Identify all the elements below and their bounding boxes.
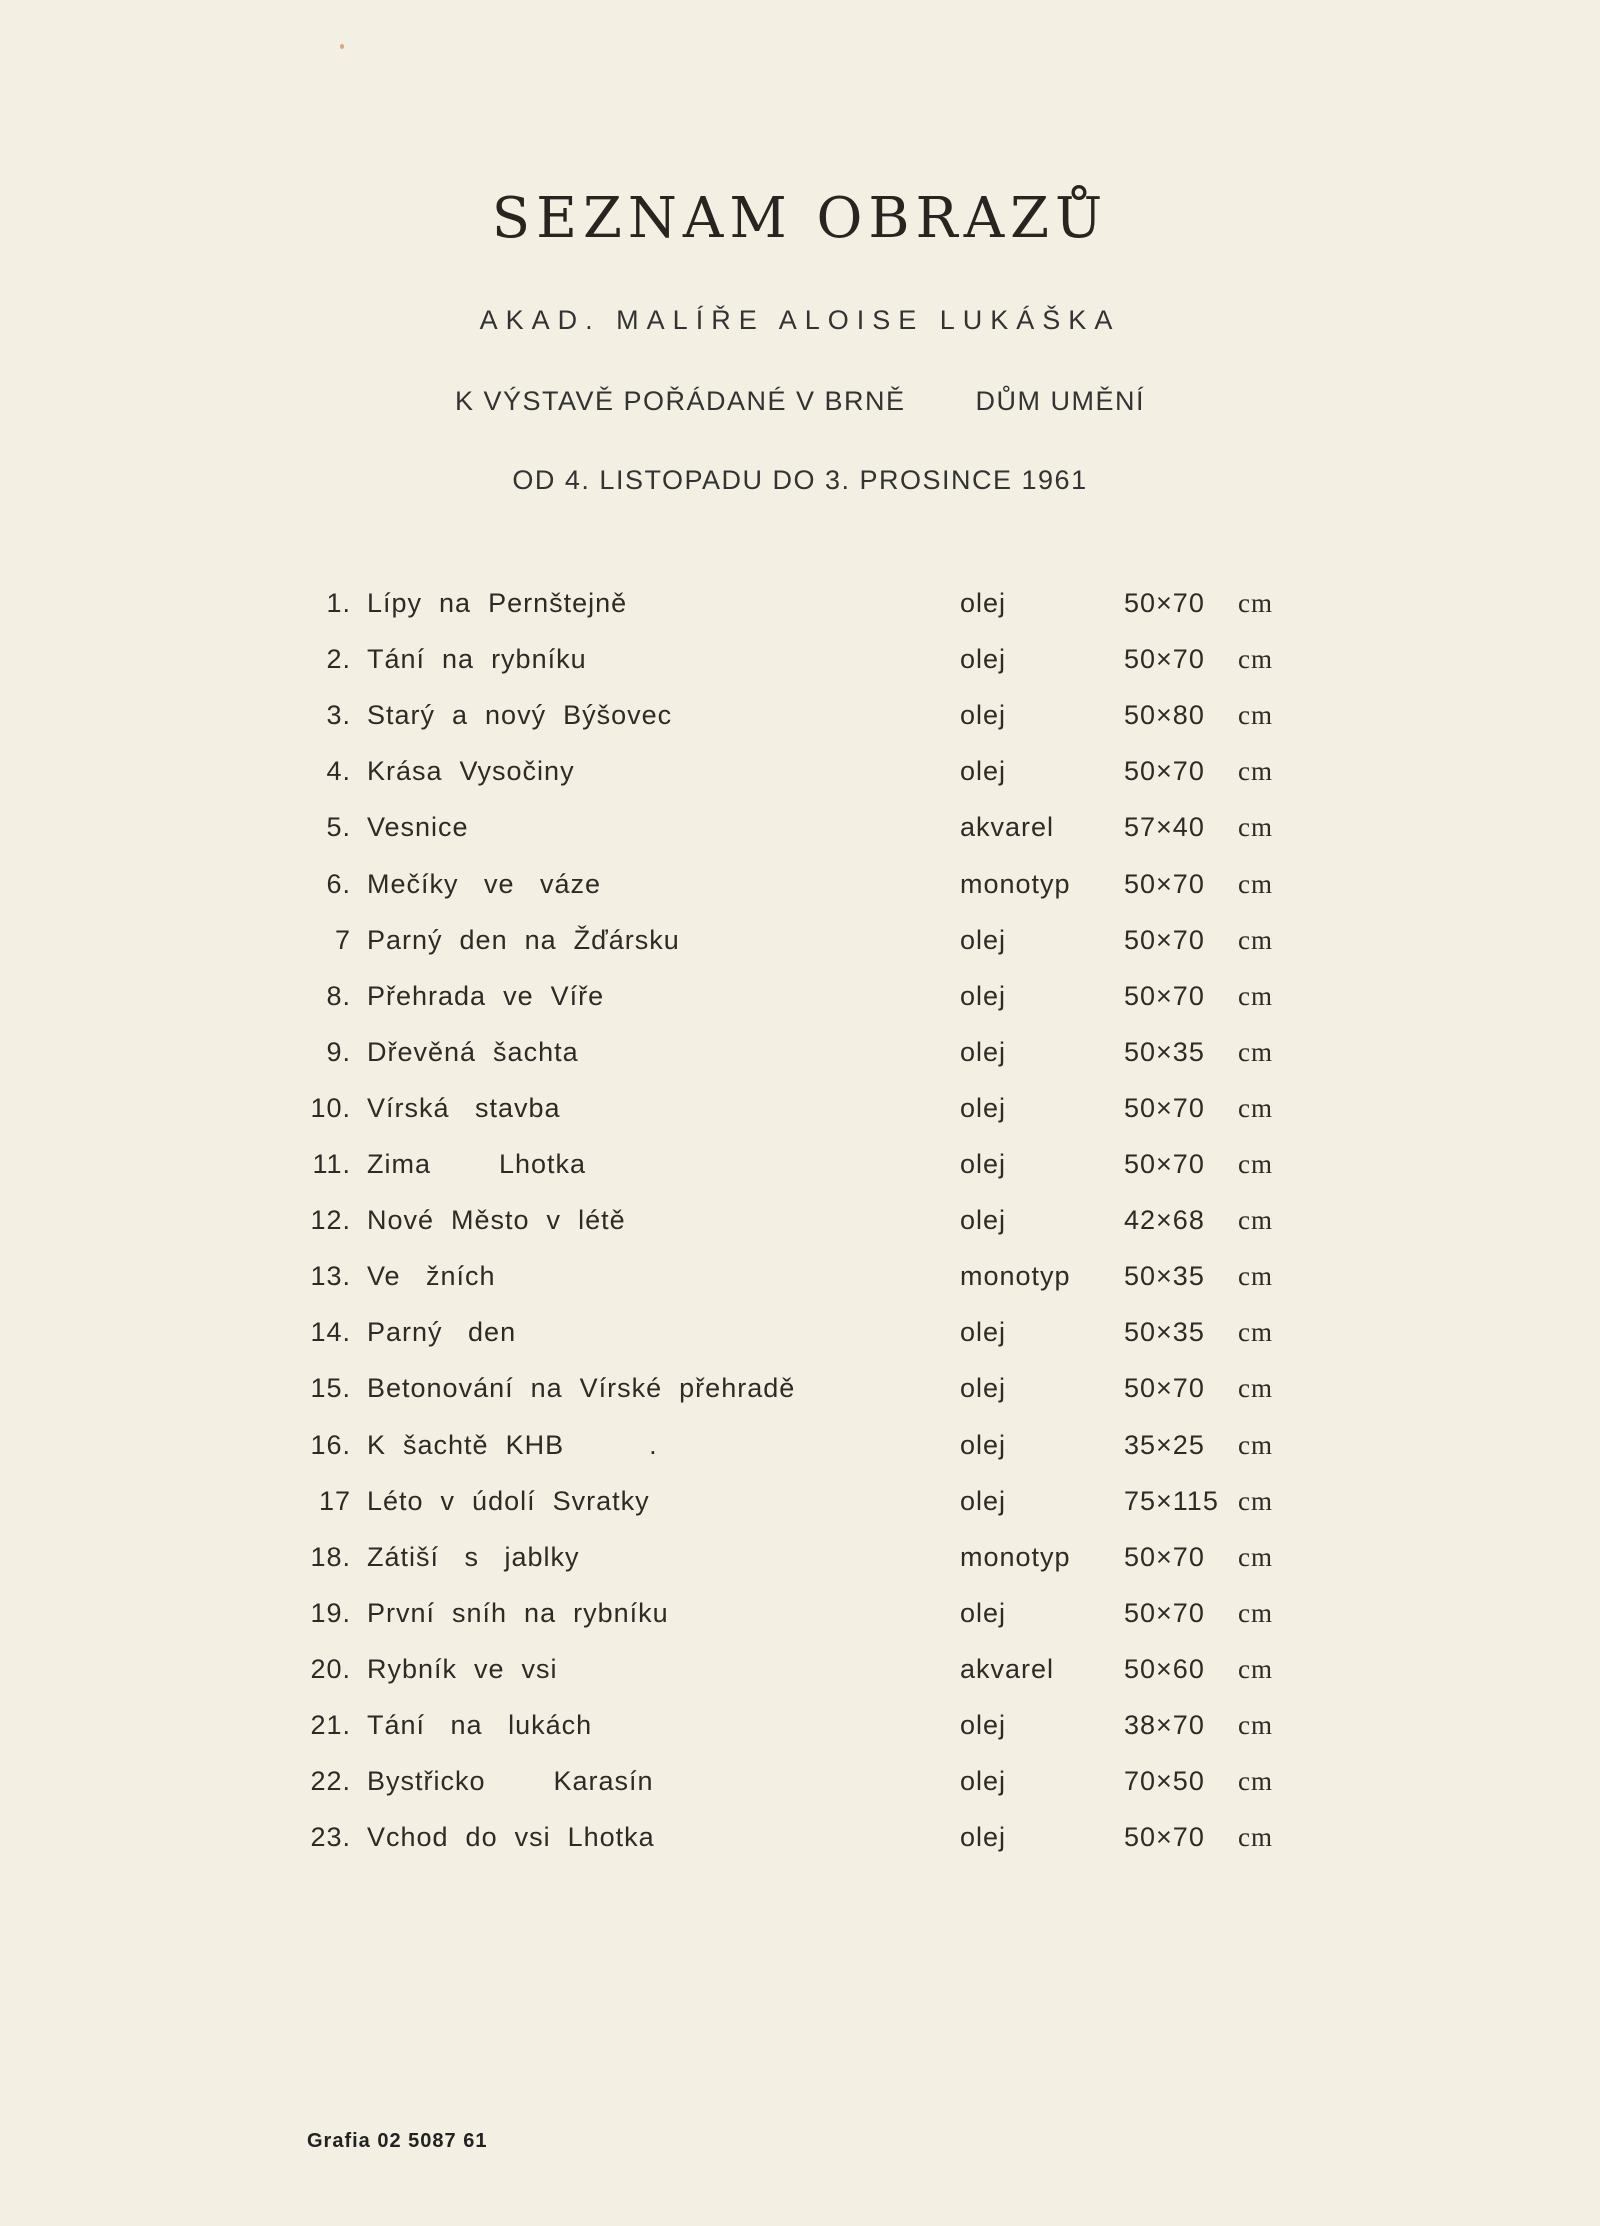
painting-title: Starý a nový Býšovec bbox=[367, 700, 673, 731]
exhibition-line bbox=[0, 386, 1600, 417]
painting-number: 19. bbox=[310, 1597, 351, 1628]
painting-size: 50×80 bbox=[1124, 700, 1205, 731]
painting-title: Vírská stavba bbox=[367, 1092, 561, 1123]
painting-size: 50×70 bbox=[1124, 980, 1205, 1011]
painting-number: 17 bbox=[318, 1485, 351, 1516]
painting-title: Vesnice bbox=[367, 812, 469, 843]
painting-unit: cm bbox=[1238, 1149, 1273, 1179]
painting-medium: olej bbox=[960, 588, 1007, 618]
painting-title: Zátiší s jablky bbox=[367, 1541, 580, 1572]
painting-medium: monotyp bbox=[960, 1541, 1071, 1572]
painting-row bbox=[0, 700, 1600, 740]
painting-size: 50×70 bbox=[1124, 756, 1205, 787]
painting-unit: cm bbox=[1238, 1261, 1273, 1292]
painting-unit: cm bbox=[1238, 1597, 1273, 1628]
painting-row bbox=[0, 925, 1600, 965]
painting-medium: olej bbox=[960, 1373, 1007, 1404]
painting-number: 10. bbox=[310, 1092, 351, 1123]
painting-number: 14. bbox=[310, 1317, 351, 1348]
painting-number: 9. bbox=[326, 1036, 351, 1067]
venue-text: DŮM UMĚNÍ bbox=[975, 386, 1146, 416]
painting-row bbox=[0, 812, 1600, 852]
painting-unit: cm bbox=[1238, 1205, 1273, 1236]
painting-medium: olej bbox=[960, 644, 1007, 675]
painting-row bbox=[0, 1373, 1600, 1413]
painting-number: 12. bbox=[310, 1205, 351, 1236]
exhibition-text: K VÝSTAVĚ POŘÁDANÉ V BRNĚ bbox=[454, 386, 906, 416]
painting-medium: olej bbox=[960, 1766, 1007, 1797]
painting-size: 75×115 bbox=[1124, 1485, 1219, 1516]
painting-title: Tání na lukách bbox=[367, 1710, 593, 1740]
painting-number: 5. bbox=[326, 812, 351, 843]
painting-size: 50×70 bbox=[1124, 1597, 1205, 1628]
painting-size: 50×70 bbox=[1124, 1149, 1205, 1179]
painting-number: 20. bbox=[310, 1653, 351, 1684]
painting-unit: cm bbox=[1238, 980, 1273, 1011]
painting-row bbox=[0, 869, 1600, 909]
painting-medium: olej bbox=[960, 1429, 1007, 1460]
painting-title: Parný den bbox=[367, 1317, 517, 1348]
painting-number: 1. bbox=[326, 588, 351, 618]
painting-title: Mečíky ve váze bbox=[367, 868, 602, 899]
painting-medium: olej bbox=[960, 700, 1007, 731]
painting-medium: olej bbox=[960, 756, 1007, 787]
painting-size: 42×68 bbox=[1124, 1205, 1205, 1236]
printer-imprint: Grafia 02 5087 61 bbox=[307, 2130, 488, 2152]
painting-size: 35×25 bbox=[1124, 1429, 1205, 1460]
painting-number: 13. bbox=[310, 1261, 351, 1292]
painting-number: 15. bbox=[310, 1373, 351, 1404]
painting-medium: olej bbox=[960, 1036, 1007, 1067]
painting-row bbox=[0, 644, 1600, 684]
painting-title: Přehrada ve Víře bbox=[367, 980, 605, 1011]
painting-row bbox=[0, 1710, 1600, 1750]
dates-line: OD 4. LISTOPADU DO 3. PROSINCE 1961 bbox=[512, 465, 1088, 495]
painting-number: 7 bbox=[334, 924, 351, 955]
page-title: SEZNAM OBRAZŮ bbox=[491, 186, 1109, 251]
painting-medium: monotyp bbox=[960, 1261, 1071, 1292]
painting-size: 70×50 bbox=[1124, 1766, 1205, 1797]
painting-row bbox=[0, 981, 1600, 1021]
painting-unit: cm bbox=[1238, 1822, 1273, 1853]
painting-medium: monotyp bbox=[960, 868, 1071, 899]
painting-row bbox=[0, 1317, 1600, 1357]
painting-medium: olej bbox=[960, 1822, 1007, 1853]
painting-row bbox=[0, 1598, 1600, 1638]
painting-size: 50×70 bbox=[1124, 644, 1205, 675]
painting-row bbox=[0, 1261, 1600, 1301]
painting-number: 3. bbox=[326, 700, 351, 731]
painting-title: Vchod do vsi Lhotka bbox=[367, 1822, 655, 1853]
painting-size: 50×35 bbox=[1124, 1036, 1205, 1067]
painting-unit: cm bbox=[1238, 868, 1273, 899]
painting-number: 23. bbox=[310, 1822, 351, 1853]
painting-medium: olej bbox=[960, 924, 1007, 955]
painting-medium: olej bbox=[960, 1597, 1007, 1628]
painting-size: 50×70 bbox=[1124, 1092, 1205, 1123]
painting-unit: cm bbox=[1238, 1710, 1273, 1740]
painting-row bbox=[0, 1093, 1600, 1133]
painting-unit: cm bbox=[1238, 1317, 1273, 1348]
painting-size: 50×70 bbox=[1124, 868, 1205, 899]
painting-size: 50×70 bbox=[1124, 1373, 1205, 1404]
painting-title: Ve žních bbox=[367, 1261, 496, 1292]
painting-medium: olej bbox=[960, 1092, 1007, 1123]
painting-medium: akvarel bbox=[960, 812, 1055, 843]
painting-medium: olej bbox=[960, 1485, 1007, 1516]
painting-unit: cm bbox=[1238, 812, 1273, 843]
painting-size: 38×70 bbox=[1124, 1710, 1205, 1740]
painting-number: 18. bbox=[310, 1541, 351, 1572]
painting-title: K šachtě KHB . bbox=[367, 1429, 658, 1460]
painting-title: Lípy na Pernštejně bbox=[367, 588, 628, 618]
painting-row bbox=[0, 756, 1600, 796]
painting-unit: cm bbox=[1238, 1373, 1273, 1404]
painting-unit: cm bbox=[1238, 924, 1273, 955]
painting-row bbox=[0, 1149, 1600, 1189]
painting-title: První sníh na rybníku bbox=[367, 1597, 669, 1628]
painting-unit: cm bbox=[1238, 588, 1273, 618]
painting-size: 57×40 bbox=[1124, 812, 1205, 843]
painting-medium: olej bbox=[960, 1205, 1007, 1236]
painting-size: 50×70 bbox=[1124, 1822, 1205, 1853]
painting-unit: cm bbox=[1238, 1092, 1273, 1123]
painting-row bbox=[0, 1822, 1600, 1862]
painting-unit: cm bbox=[1238, 1485, 1273, 1516]
painting-title: Tání na rybníku bbox=[367, 644, 587, 675]
painting-medium: olej bbox=[960, 980, 1007, 1011]
painting-row bbox=[0, 588, 1600, 628]
painting-size: 50×70 bbox=[1124, 924, 1205, 955]
painting-medium: olej bbox=[960, 1710, 1007, 1740]
painting-size: 50×35 bbox=[1124, 1317, 1205, 1348]
painting-title: Parný den na Žďársku bbox=[367, 924, 680, 955]
painting-medium: olej bbox=[960, 1317, 1007, 1348]
painting-unit: cm bbox=[1238, 756, 1273, 787]
painting-size: 50×70 bbox=[1124, 1541, 1205, 1572]
painting-row bbox=[0, 1486, 1600, 1526]
painting-row bbox=[0, 1430, 1600, 1470]
painting-number: 11. bbox=[312, 1149, 351, 1179]
painting-unit: cm bbox=[1238, 1766, 1273, 1797]
painting-number: 16. bbox=[310, 1429, 351, 1460]
painting-title: Rybník ve vsi bbox=[367, 1653, 558, 1684]
painting-medium: akvarel bbox=[960, 1653, 1055, 1684]
painting-size: 50×60 bbox=[1124, 1653, 1205, 1684]
painting-title: Léto v údolí Svratky bbox=[367, 1485, 650, 1516]
painting-row bbox=[0, 1205, 1600, 1245]
painting-unit: cm bbox=[1238, 1653, 1273, 1684]
painting-number: 2. bbox=[326, 644, 351, 675]
painting-medium: olej bbox=[960, 1149, 1007, 1179]
artist-line: AKAD. MALÍŘE ALOISE LUKÁŠKA bbox=[479, 305, 1121, 335]
painting-unit: cm bbox=[1238, 1036, 1273, 1067]
painting-title: Krása Vysočiny bbox=[367, 756, 575, 787]
painting-number: 22. bbox=[310, 1766, 351, 1797]
painting-row bbox=[0, 1654, 1600, 1694]
painting-unit: cm bbox=[1238, 700, 1273, 731]
painting-number: 6. bbox=[326, 868, 351, 899]
painting-title: Nové Město v létě bbox=[367, 1205, 626, 1236]
painting-row bbox=[0, 1542, 1600, 1582]
painting-unit: cm bbox=[1238, 644, 1273, 675]
painting-number: 4. bbox=[326, 756, 351, 787]
painting-size: 50×35 bbox=[1124, 1261, 1205, 1292]
painting-row bbox=[0, 1766, 1600, 1806]
painting-number: 8. bbox=[326, 980, 351, 1011]
painting-row bbox=[0, 1037, 1600, 1077]
painting-number: 21. bbox=[310, 1710, 351, 1740]
painting-size: 50×70 bbox=[1124, 588, 1205, 618]
painting-title: Zima Lhotka bbox=[367, 1149, 587, 1179]
painting-unit: cm bbox=[1238, 1541, 1273, 1572]
painting-title: Dřevěná šachta bbox=[367, 1036, 579, 1067]
painting-unit: cm bbox=[1238, 1429, 1273, 1460]
painting-title: Bystřicko Karasín bbox=[367, 1766, 654, 1797]
paper-speck bbox=[340, 44, 344, 49]
painting-title: Betonování na Vírské přehradě bbox=[367, 1373, 796, 1404]
